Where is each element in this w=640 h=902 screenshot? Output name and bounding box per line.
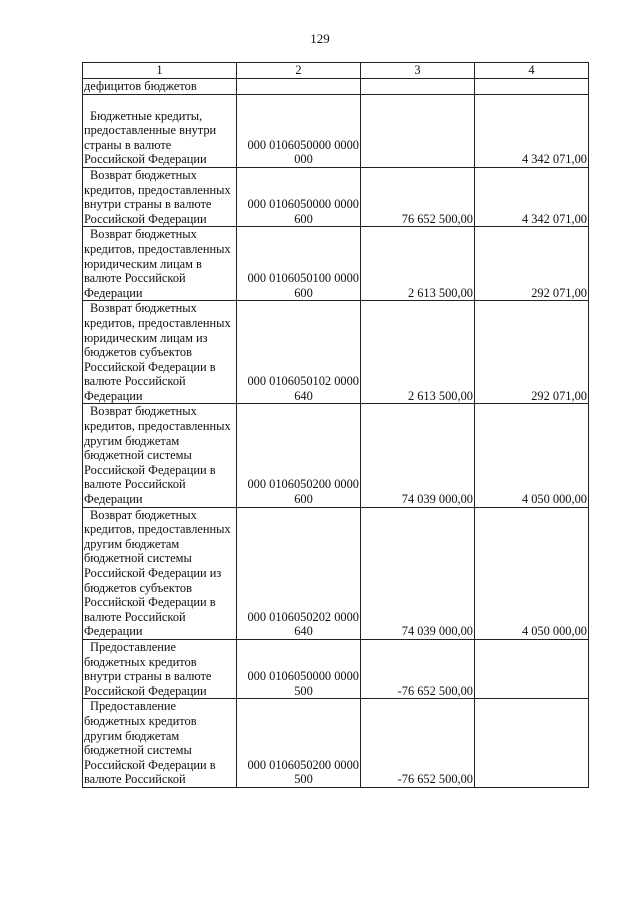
page-number: 129 — [310, 31, 330, 46]
row-code-cell — [237, 94, 361, 167]
row-name: Предоставление бюджетных кредитов другим бюджетам бюджетной системы Российской Федерации в валюте Российской — [84, 699, 216, 787]
row-value-col4: 4 050 000,00 — [475, 507, 589, 639]
table-row — [83, 79, 589, 95]
table-header-row — [83, 63, 589, 79]
row-value-col4: 292 071,00 — [475, 301, 589, 404]
column-header-3: 3 — [361, 63, 475, 79]
row-code: 000 0106050202 0000 — [247, 609, 359, 624]
row-code-cell — [237, 227, 361, 301]
table-row — [83, 507, 589, 639]
row-value-col4 — [475, 639, 589, 698]
row-value-col3: 74 039 000,00 — [361, 404, 475, 507]
row-name-cell — [83, 301, 237, 404]
row-code: 000 0106050102 0000 — [247, 374, 359, 389]
table-row — [83, 301, 589, 404]
row-code: 000 0106050200 0000 — [247, 477, 359, 492]
row-name: Возврат бюджетных кредитов, предоставленных другим бюджетам бюджетной системы Российской Федерации из бюджетов субъектов Российской Федерации в валюте Российской Федерации — [84, 507, 231, 639]
row-code-suffix: 500 — [294, 772, 313, 787]
row-value-col3: 2 613 500,00 — [361, 227, 475, 301]
row-code: 000 0106050000 0000 — [247, 137, 359, 152]
row-name: дефицитов бюджетов — [84, 79, 197, 93]
table-row — [83, 639, 589, 698]
row-code-cell — [237, 639, 361, 698]
row-value-col3 — [361, 79, 475, 95]
row-value-col3: 74 039 000,00 — [361, 507, 475, 639]
row-value-col3: -76 652 500,00 — [361, 699, 475, 788]
row-name: Предоставление бюджетных кредитов внутри страны в валюте Российской Федерации — [84, 639, 212, 698]
column-header-2: 2 — [237, 63, 361, 79]
table-row — [83, 167, 589, 226]
column-header-1: 1 — [83, 63, 237, 79]
row-code-suffix: 000 — [294, 152, 313, 167]
row-code: 000 0106050100 0000 — [247, 271, 359, 286]
row-code-suffix: 600 — [294, 492, 313, 507]
row-code-cell — [237, 301, 361, 404]
row-value-col4: 4 342 071,00 — [475, 94, 589, 167]
row-name: Возврат бюджетных кредитов, предоставленных юридическим лицам из бюджетов субъектов Российской Федерации в валюте Российской Федерации — [84, 301, 231, 403]
row-value-col3: -76 652 500,00 — [361, 639, 475, 698]
row-value-col4: 292 071,00 — [475, 227, 589, 301]
table-row — [83, 699, 589, 788]
row-code-cell — [237, 79, 361, 95]
row-value-col3: 76 652 500,00 — [361, 167, 475, 226]
row-code-suffix: 600 — [294, 285, 313, 300]
row-code-suffix: 600 — [294, 211, 313, 226]
row-name: Возврат бюджетных кредитов, предоставленных юридическим лицам в валюте Российской Федерации — [84, 227, 231, 300]
row-value-col3: 2 613 500,00 — [361, 301, 475, 404]
row-name-cell — [83, 227, 237, 301]
row-name-cell — [83, 699, 237, 788]
row-name-cell — [83, 79, 237, 95]
row-name-cell — [83, 507, 237, 639]
row-value-col4 — [475, 699, 589, 788]
table-row — [83, 227, 589, 301]
row-name: Бюджетные кредиты, предоставленные внутри страны в валюте Российской Федерации — [84, 108, 217, 167]
row-value-col4: 4 342 071,00 — [475, 167, 589, 226]
table-row — [83, 94, 589, 167]
row-code-suffix: 640 — [294, 388, 313, 403]
row-name-cell — [83, 404, 237, 507]
row-value-col4: 4 050 000,00 — [475, 404, 589, 507]
row-code-cell — [237, 507, 361, 639]
column-header-4: 4 — [475, 63, 589, 79]
row-name: Возврат бюджетных кредитов, предоставленных внутри страны в валюте Российской Федерации — [84, 167, 231, 226]
row-code-suffix: 640 — [294, 624, 313, 639]
row-code-cell — [237, 167, 361, 226]
row-code: 000 0106050200 0000 — [247, 757, 359, 772]
row-name-cell — [83, 94, 237, 167]
row-value-col3 — [361, 94, 475, 167]
row-value-col4 — [475, 79, 589, 95]
row-name-cell — [83, 639, 237, 698]
budget-table — [82, 62, 589, 788]
table-row — [83, 404, 589, 507]
row-name-cell — [83, 167, 237, 226]
row-name: Возврат бюджетных кредитов, предоставленных другим бюджетам бюджетной системы Российской Федерации в валюте Российской Федерации — [84, 404, 231, 507]
row-code-suffix: 500 — [294, 683, 313, 698]
row-code: 000 0106050000 0000 — [247, 197, 359, 212]
row-code-cell — [237, 404, 361, 507]
row-code: 000 0106050000 0000 — [247, 669, 359, 684]
row-code-cell — [237, 699, 361, 788]
